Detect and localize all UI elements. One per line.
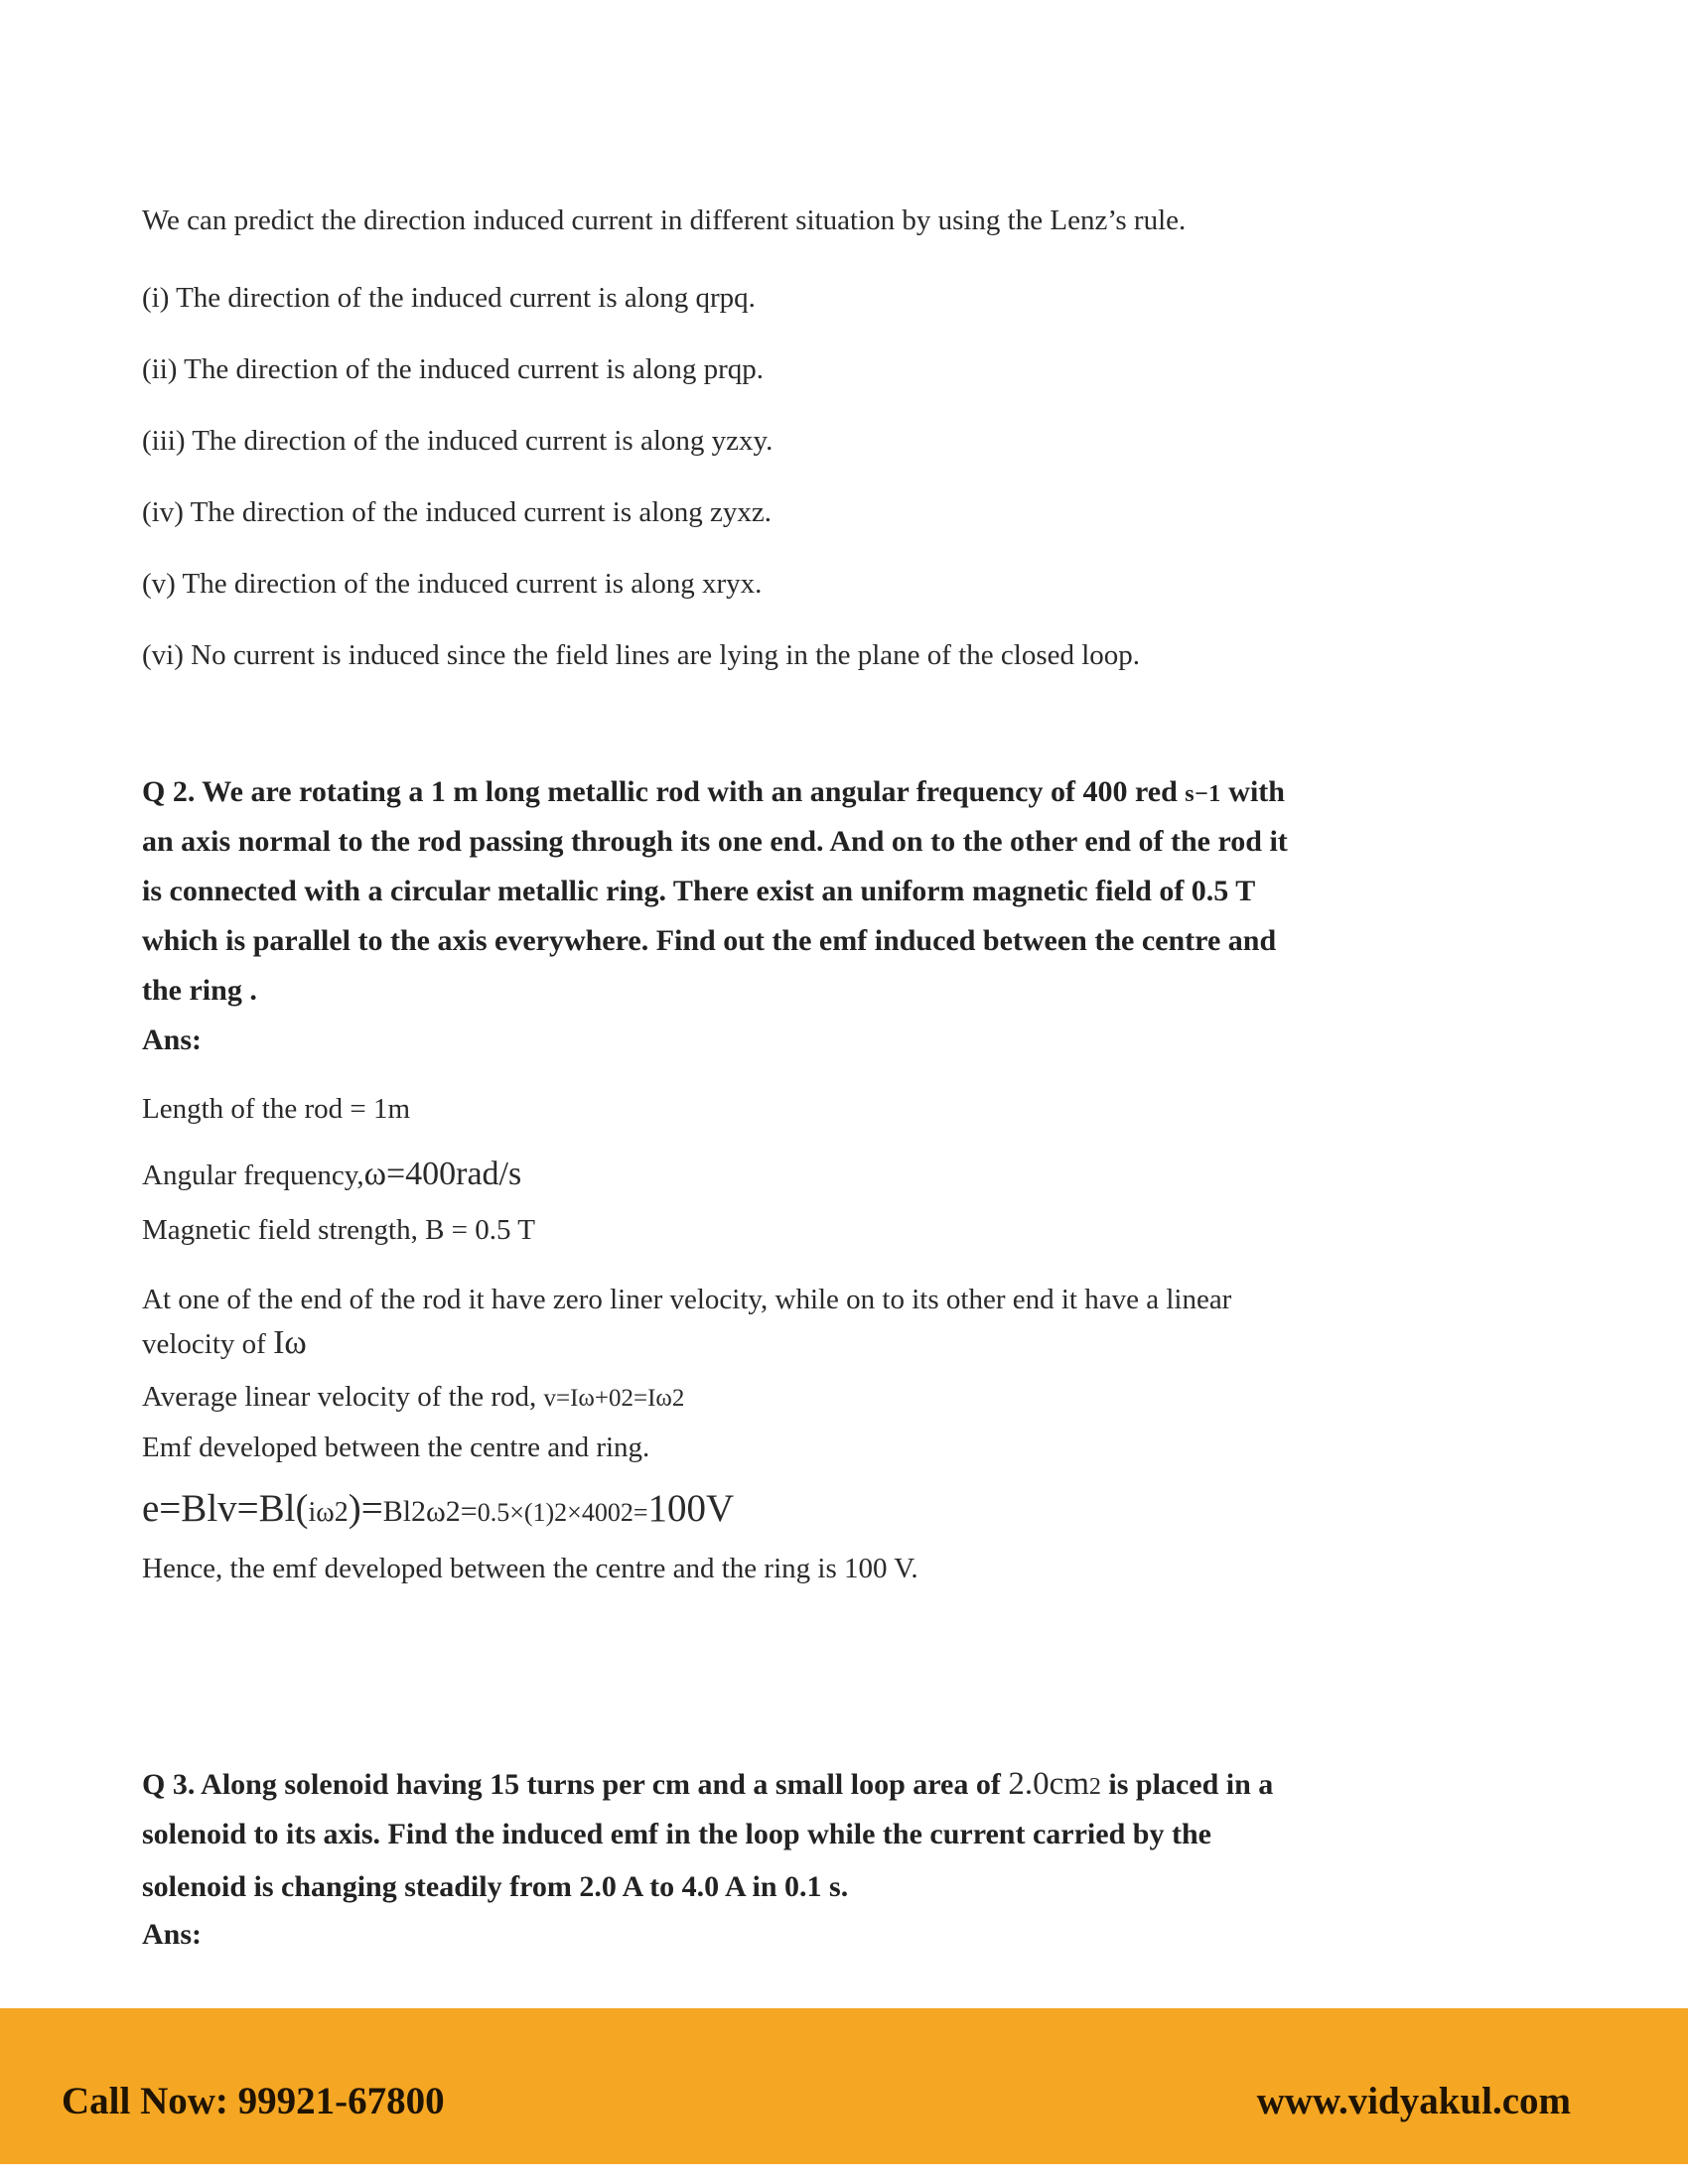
formula-segment-4: Bl2ω2=	[382, 1495, 478, 1528]
list-item-iv: (iv) The direction of the induced current is along zyxz.	[142, 496, 773, 528]
answer-label-q3: Ans:	[142, 1918, 203, 1951]
velocity-text: velocity of	[142, 1328, 274, 1360]
answer-velocity-line-2	[142, 1323, 307, 1364]
question-3-text-a: Q 3. Along solenoid having 15 turns per cm and a small loop area of	[142, 1768, 1009, 1801]
list-item-i: (i) The direction of the induced current is along qrpq.	[142, 282, 756, 314]
question-3-line-1	[142, 1765, 1273, 1805]
average-velocity-math: v=Iω+02=Iω2	[543, 1385, 685, 1412]
question-2-text-a: Q 2. We are rotating a 1 m long metallic rod with an angular frequency of 400 red	[142, 775, 1186, 808]
formula-segment-1: e=Blv=Bl(	[142, 1487, 309, 1530]
question-2-line-5: the ring .	[142, 974, 257, 1007]
angular-frequency-math: ω=400rad/s	[363, 1156, 522, 1192]
question-2-line-4: which is parallel to the axis everywhere. Find out the emf induced between the centre and	[142, 924, 1277, 957]
formula-segment-3: )=	[348, 1487, 383, 1530]
question-3-line-2: solenoid to its axis. Find the induced emf in the loop while the current carried by the	[142, 1818, 1211, 1850]
website-text: www.vidyakul.com	[1256, 2080, 1571, 2122]
question-2-line-2: an axis normal to the rod passing through its one end. And on to the other end of the rod it	[142, 825, 1288, 858]
question-2-line-1	[142, 774, 1285, 810]
answer-angular-line	[142, 1155, 521, 1195]
question-2-inline-math: s−1	[1185, 781, 1221, 807]
formula-segment-6: 100V	[647, 1487, 735, 1530]
answer-length-line: Length of the rod = 1m	[142, 1093, 411, 1125]
answer-emf-line: Emf developed between the centre and ring.	[142, 1432, 650, 1463]
call-now-text: Call Now: 99921-67800	[62, 2080, 445, 2122]
velocity-math: Iω	[273, 1324, 307, 1361]
answer-magnetic-line: Magnetic field strength, B = 0.5 T	[142, 1214, 535, 1246]
formula-segment-5: 0.5×(1)2×4002=	[477, 1498, 648, 1527]
list-item-iii: (iii) The direction of the induced current is along yzxy.	[142, 425, 774, 457]
question-3-text-b: is placed in a	[1100, 1768, 1274, 1801]
emf-formula	[142, 1486, 734, 1533]
list-item-v: (v) The direction of the induced current is along xryx.	[142, 568, 763, 600]
question-2-text-b: with	[1220, 775, 1285, 808]
list-item-ii: (ii) The direction of the induced current is along prqp.	[142, 353, 764, 385]
question-3-inline-math: 2.0cm	[1008, 1766, 1089, 1802]
average-velocity-label: Average linear velocity of the rod,	[142, 1381, 544, 1413]
question-3-inline-exponent: 2	[1088, 1774, 1101, 1800]
angular-frequency-label: Angular frequency,	[142, 1160, 364, 1191]
formula-segment-2: iω2	[308, 1497, 349, 1528]
question-2-line-3: is connected with a circular metallic ring. There exist an uniform magnetic field of 0.5 T	[142, 875, 1256, 907]
answer-label-q2: Ans:	[142, 1024, 203, 1056]
footer-bar	[0, 2008, 1688, 2164]
answer-hence-line: Hence, the emf developed between the centre and the ring is 100 V.	[142, 1553, 918, 1584]
question-3-line-3: solenoid is changing steadily from 2.0 A to 4.0 A in 0.1 s.	[142, 1870, 849, 1903]
intro-paragraph: We can predict the direction induced current in different situation by using the Lenz’s rule.	[142, 205, 1187, 236]
answer-velocity-line-1: At one of the end of the rod it have zero liner velocity, while on to its other end it have a linear	[142, 1284, 1232, 1315]
answer-average-velocity-line	[142, 1380, 684, 1415]
list-item-vi: (vi) No current is induced since the field lines are lying in the plane of the closed loop.	[142, 639, 1141, 671]
